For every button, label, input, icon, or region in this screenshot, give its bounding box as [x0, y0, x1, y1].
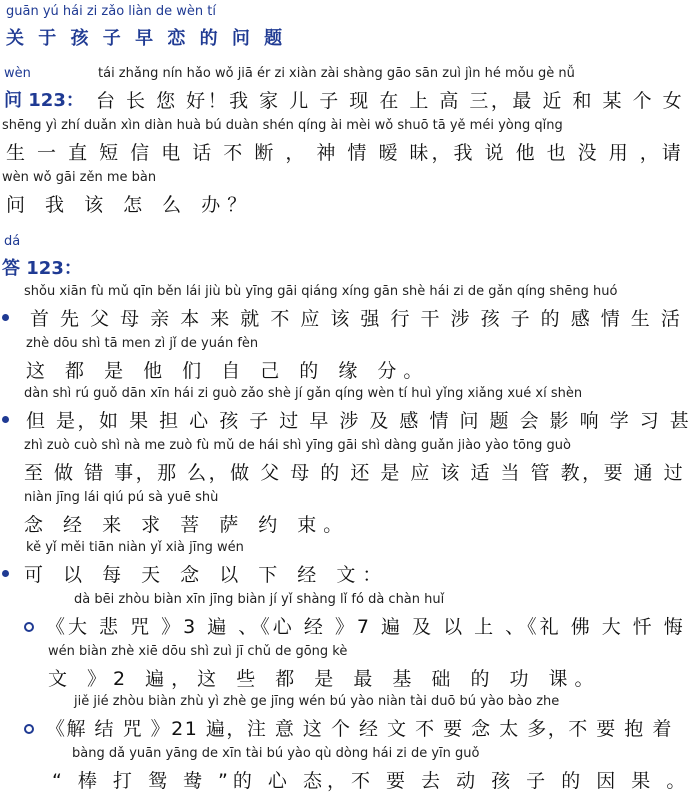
- answer-item-2-line-2: 至 做 错 事，那 么，做 父 母 的 还 是 应 该 适 当 管 教，要 通 过: [24, 462, 686, 484]
- answer-item-2-line-2-pinyin: zhì zuò cuò shì nà me zuò fù mǔ de hái shì yīng gāi shì dàng guǎn jiào yào tōng guò: [24, 438, 571, 453]
- answer-item-1-line-2-pinyin: zhè dōu shì tā men zì jǐ de yuán fèn: [26, 336, 259, 351]
- bullet-dot: [2, 570, 9, 577]
- page-title: 关 于 孩 子 早 恋 的 问 题: [6, 28, 287, 49]
- question-label: 问 123：: [4, 90, 84, 111]
- bullet-ring: [24, 724, 34, 734]
- answer-label: 答 123：: [2, 258, 82, 279]
- subitem-1-line-2: 文 》2 遍，这 些 都 是 最 基 础 的 功 课。: [48, 668, 601, 690]
- answer-item-2-line-3: 念 经 来 求 菩 萨 约 束。: [24, 514, 350, 536]
- answer-item-3-line-1: 可 以 每 天 念 以 下 经 文：: [24, 564, 389, 586]
- bullet-dot: [2, 314, 9, 321]
- question-label-pinyin: wèn: [4, 66, 31, 81]
- question-line-3-pinyin: wèn wǒ gāi zěn me bàn: [2, 170, 157, 185]
- question-line-2: 生 一 直 短 信 电 话 不 断 ， 神 情 暧 昧，我 说 他 也 没 用 ，请: [6, 142, 684, 164]
- subitem-1-line-1-pinyin: dà bēi zhòu biàn xīn jīng biàn jí yǐ shàng lǐ fó dà chàn huǐ: [74, 592, 445, 607]
- answer-item-2-line-1: 但 是，如 果 担 心 孩 子 过 早 涉 及 感 情 问 题 会 影 响 学 习 甚: [26, 410, 692, 432]
- subitem-1-line-2-pinyin: wén biàn zhè xiē dōu shì zuì jī chǔ de gōng kè: [48, 644, 348, 659]
- question-line-1: 台 长 您 好！我 家 儿 子 现 在 上 高 三，最 近 和 某 个 女: [96, 90, 685, 112]
- subitem-2-line-2: “ 棒 打 鸳 鸯 ”的 心 态，不 要 去 动 孩 子 的 因 果 。: [52, 770, 691, 792]
- answer-item-1-line-2: 这 都 是 他 们 自 己 的 缘 分。: [26, 360, 430, 382]
- subitem-2-line-2-pinyin: bàng dǎ yuān yāng de xīn tài bú yào qù dòng hái zi de yīn guǒ: [72, 746, 480, 761]
- answer-item-1-line-1: 首 先 父 母 亲 本 来 就 不 应 该 强 行 干 涉 孩 子 的 感 情 生 活: [30, 308, 683, 330]
- question-line-3: 问 我 该 怎 么 办？: [6, 194, 254, 216]
- answer-item-1-line-1-pinyin: shǒu xiān fù mǔ qīn běn lái jiù bù yīng gāi qiáng xíng gān shè hái zi de gǎn qíng shēng huó: [24, 284, 618, 299]
- bullet-ring: [24, 622, 34, 632]
- question-line-1-pinyin: tái zhǎng nín hǎo wǒ jiā ér zi xiàn zài shàng gāo sān zuì jìn hé mǒu gè nǚ: [98, 66, 575, 81]
- answer-item-2-line-3-pinyin: niàn jīng lái qiú pú sà yuē shù: [24, 490, 219, 505]
- bullet-dot: [2, 416, 9, 423]
- answer-item-3-line-1-pinyin: kě yǐ měi tiān niàn yǐ xià jīng wén: [26, 540, 244, 555]
- question-line-2-pinyin: shēng yì zhí duǎn xìn diàn huà bú duàn shén qíng ài mèi wǒ shuō tā yě méi yòng qǐng: [2, 118, 563, 133]
- subitem-2-line-1-pinyin: jiě jié zhòu biàn zhù yì zhè ge jīng wén bú yào niàn tài duō bú yào bào zhe: [74, 694, 560, 709]
- subitem-1-line-1: 《大 悲 咒 》3 遍 、《心 经 》7 遍 及 以 上 、《礼 佛 大 忏 悔: [46, 616, 686, 638]
- title-pinyin: guān yú hái zi zǎo liàn de wèn tí: [6, 4, 216, 19]
- answer-label-pinyin: dá: [4, 234, 21, 249]
- subitem-2-line-1: 《解 结 咒 》21 遍，注 意 这 个 经 文 不 要 念 太 多，不 要 抱 着: [46, 718, 673, 740]
- answer-item-2-line-1-pinyin: dàn shì rú guǒ dān xīn hái zi guò zǎo shè jí gǎn qíng wèn tí huì yǐng xiǎng xué xí shèn: [24, 386, 583, 401]
